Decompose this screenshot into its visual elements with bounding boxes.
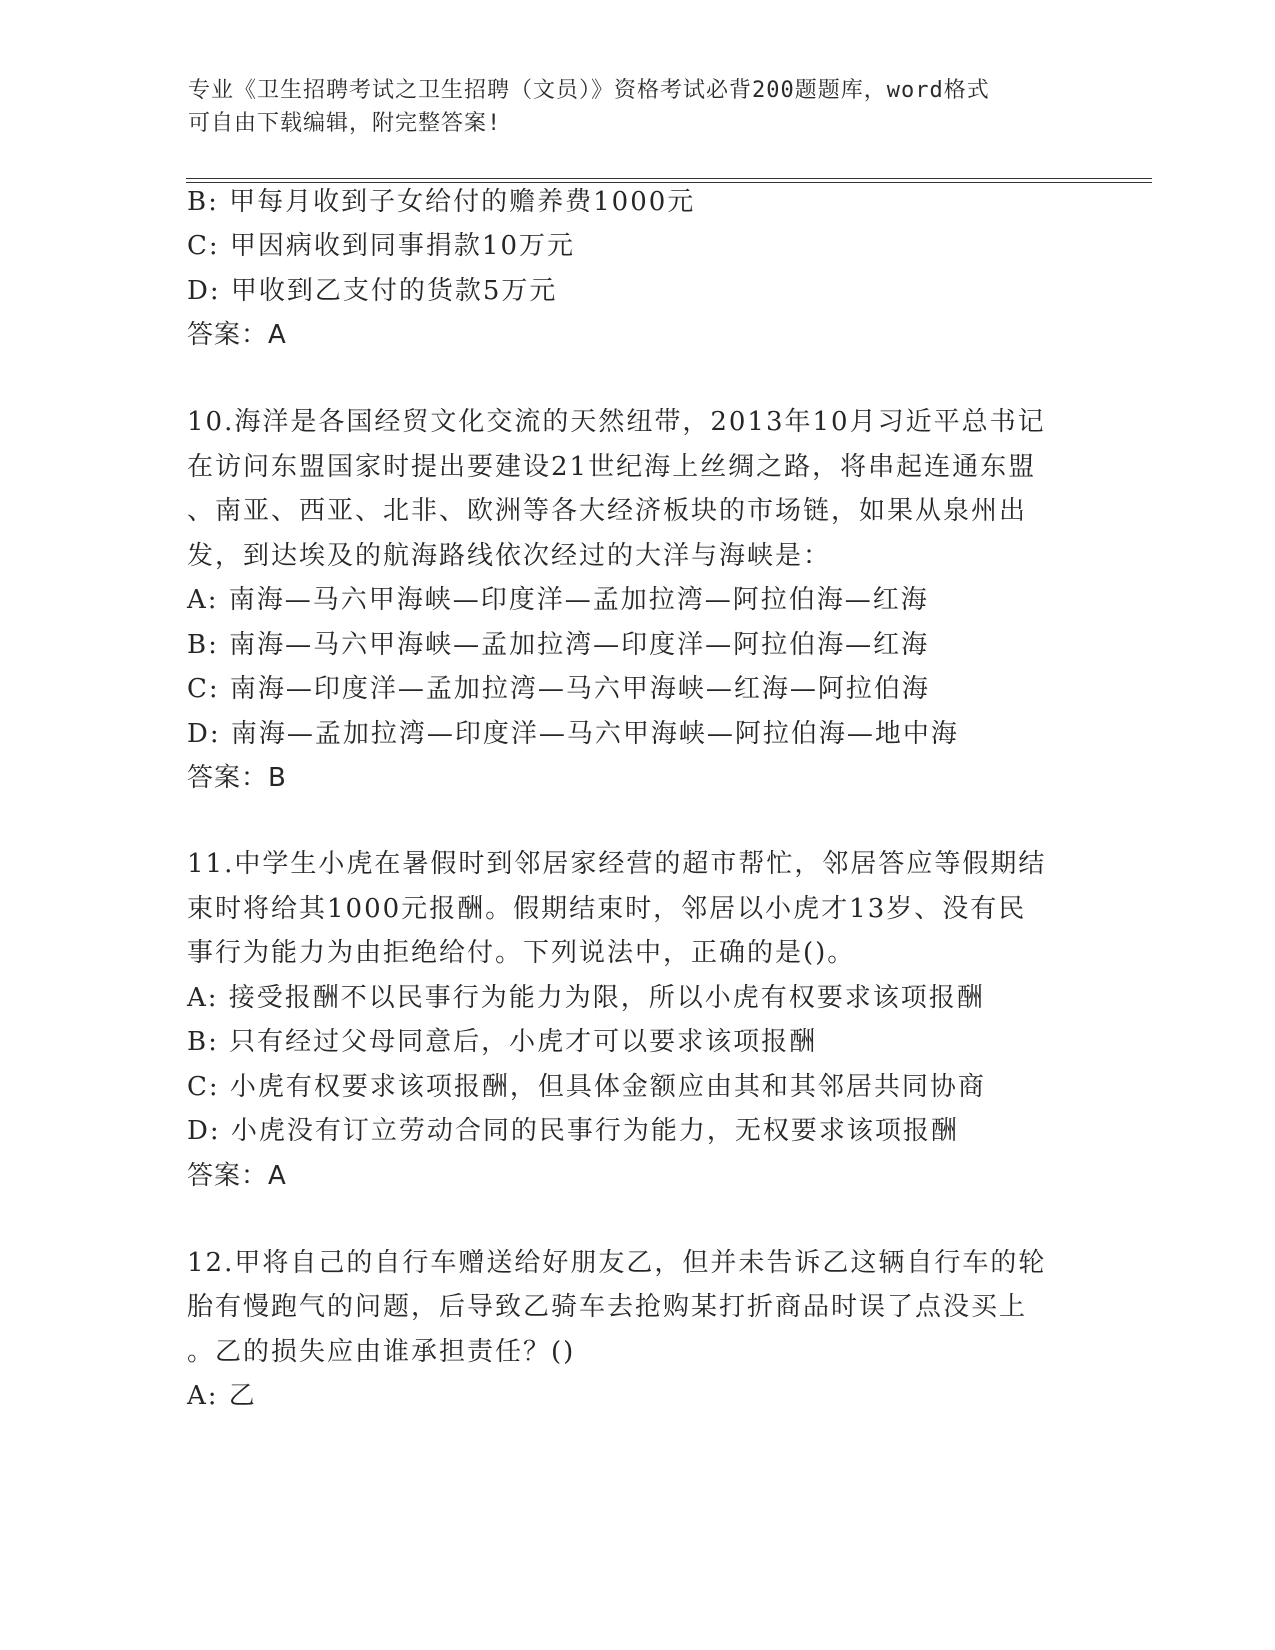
q11-option-a: A: 接受报酬不以民事行为能力为限，所以小虎有权要求该项报酬 — [187, 983, 985, 1013]
q10-option-a: A: 南海—马六甲海峡—印度洋—孟加拉湾—阿拉伯海—红海 — [187, 585, 929, 615]
q10-stem-line: 10.海洋是各国经贸文化交流的天然纽带，2013年10月习近平总书记 — [187, 407, 1046, 437]
q9-answer: 答案：A — [187, 320, 287, 350]
q11-stem-line: 11.中学生小虎在暑假时到邻居家经营的超市帮忙，邻居答应等假期结 — [187, 849, 1047, 879]
q10-option-b: B: 南海—马六甲海峡—孟加拉湾—印度洋—阿拉伯海—红海 — [187, 630, 930, 660]
header-divider — [186, 178, 1152, 183]
document-header — [188, 74, 1068, 140]
q12-stem-line: 。乙的损失应由谁承担责任？() — [187, 1337, 576, 1367]
q10-stem-line: 发，到达埃及的航海路线依次经过的大洋与海峡是： — [187, 541, 832, 571]
q12-stem-line: 胎有慢跑气的问题，后导致乙骑车去抢购某打折商品时误了点没买上 — [187, 1292, 1028, 1322]
q11-option-b: B: 只有经过父母同意后，小虎才可以要求该项报酬 — [187, 1027, 818, 1057]
q10-answer: 答案：B — [187, 763, 287, 793]
q12-option-a: A: 乙 — [187, 1381, 257, 1411]
header-line: 可自由下载编辑，附完整答案! — [188, 111, 502, 136]
q9-option-b: B: 甲每月收到子女给付的赡养费1000元 — [187, 187, 696, 217]
q11-option-c: C: 小虎有权要求该项报酬，但具体金额应由其和其邻居共同协商 — [187, 1072, 986, 1102]
q10-option-c: C: 南海—印度洋—孟加拉湾—马六甲海峡—红海—阿拉伯海 — [187, 674, 930, 704]
q11-answer: 答案：A — [187, 1161, 287, 1191]
q11-option-d: D: 小虎没有订立劳动合同的民事行为能力，无权要求该项报酬 — [187, 1116, 959, 1146]
q12-stem-line: 12.甲将自己的自行车赠送给好朋友乙，但并未告诉乙这辆自行车的轮 — [187, 1248, 1047, 1278]
q11-stem-line: 束时将给其1000元报酬。假期结束时，邻居以小虎才13岁、没有民 — [187, 894, 1027, 924]
q10-option-d: D: 南海—孟加拉湾—印度洋—马六甲海峡—阿拉伯海—地中海 — [187, 719, 959, 749]
q10-stem-line: 在访问东盟国家时提出要建设21世纪海上丝绸之路，将串起连通东盟 — [187, 452, 1037, 482]
q9-option-d: D: 甲收到乙支付的货款5万元 — [187, 276, 558, 306]
q10-stem-line: 、南亚、西亚、北非、欧洲等各大经济板块的市场链，如果从泉州出 — [187, 496, 1028, 526]
q11-stem-line: 事行为能力为由拒绝给付。下列说法中，正确的是()。 — [187, 938, 856, 968]
header-line: 专业《卫生招聘考试之卫生招聘（文员）》资格考试必背200题题库，word格式 — [188, 78, 990, 103]
q9-option-c: C: 甲因病收到同事捐款10万元 — [187, 231, 576, 261]
